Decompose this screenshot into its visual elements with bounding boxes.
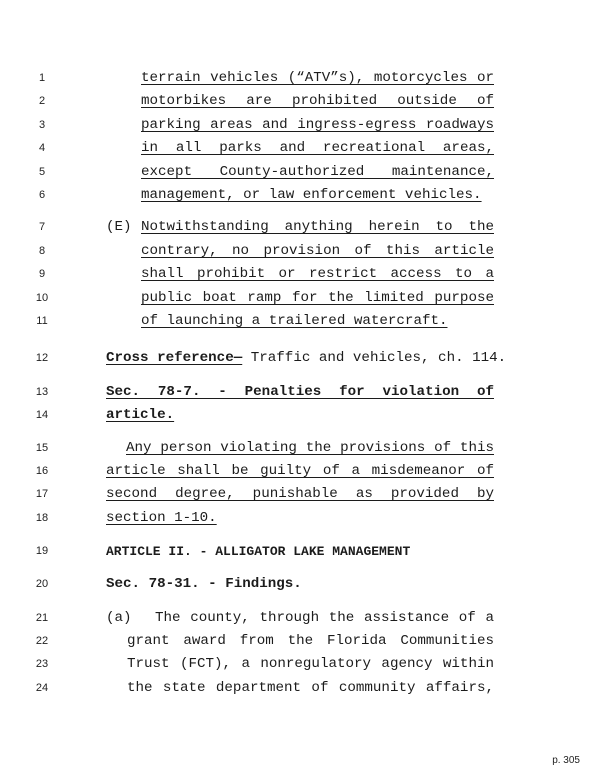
cross-reference-text: Traffic and vehicles, ch. 114. [242,350,507,366]
text-line: the state department of community affairs, [127,680,494,696]
line-number: 3 [38,119,46,131]
line-number: 7 [38,221,46,233]
text-line: shall prohibit or restrict access to a [141,266,494,282]
line-number: 6 [38,189,46,201]
cross-reference [106,350,506,367]
text-line: management, or law enforcement vehicles. [141,187,482,203]
line-number: 16 [35,465,49,477]
line-number: 19 [35,545,49,557]
article-heading: ARTICLE II. - ALLIGATOR LAKE MANAGEMENT [106,544,411,559]
line-number: 12 [35,352,49,364]
line-number: 13 [35,386,49,398]
line-number: 14 [35,409,49,421]
text-line: Trust (FCT), a nonregulatory agency within [127,656,494,672]
cross-reference-label: Cross reference— [106,350,243,366]
line-number: 20 [35,578,49,590]
line-number: 23 [35,658,49,670]
text-line: of launching a trailered watercraft. [141,313,448,329]
text-line: The county, through the assistance of a [155,610,494,626]
line-number: 15 [35,442,49,454]
line-number: 9 [38,268,46,280]
text-line: Any person violating the provisions of this [126,440,494,456]
text-line: motorbikes are prohibited outside of [141,93,494,109]
text-line: in all parks and recreational areas, [141,140,494,156]
line-number: 8 [38,245,46,257]
line-number: 22 [35,635,49,647]
page-number: p. 305 [552,755,580,766]
text-line: terrain vehicles (“ATV”s), motorcycles or [141,70,494,86]
line-number: 11 [36,315,48,327]
text-line: Notwithstanding anything herein to the [141,219,494,235]
text-line: except County-authorized maintenance, [141,164,494,180]
text-line: contrary, no provision of this article [141,243,494,259]
line-number: 18 [35,512,49,524]
line-number: 4 [38,142,46,154]
section-heading: Sec. 78-31. - Findings. [106,576,302,592]
text-line: article shall be guilty of a misdemeanor of [106,463,494,479]
subsection-label: (a) [106,610,132,626]
line-number: 1 [38,72,46,84]
line-number: 21 [35,612,49,624]
text-line: public boat ramp for the limited purpose [141,290,494,306]
text-line: second degree, punishable as provided by [106,486,494,502]
line-number: 5 [38,166,46,178]
text-line: section 1-10. [106,510,217,526]
section-heading: article. [106,407,175,423]
line-number: 17 [35,488,49,500]
line-number: 10 [35,292,49,304]
text-line: parking areas and ingress-egress roadways [141,117,494,133]
line-number: 2 [38,95,46,107]
line-number: 24 [35,682,49,694]
section-heading: Sec. 78-7. - Penalties for violation of [106,384,494,400]
subsection-label: (E) [106,219,132,235]
text-line: grant award from the Florida Communities [127,633,494,649]
